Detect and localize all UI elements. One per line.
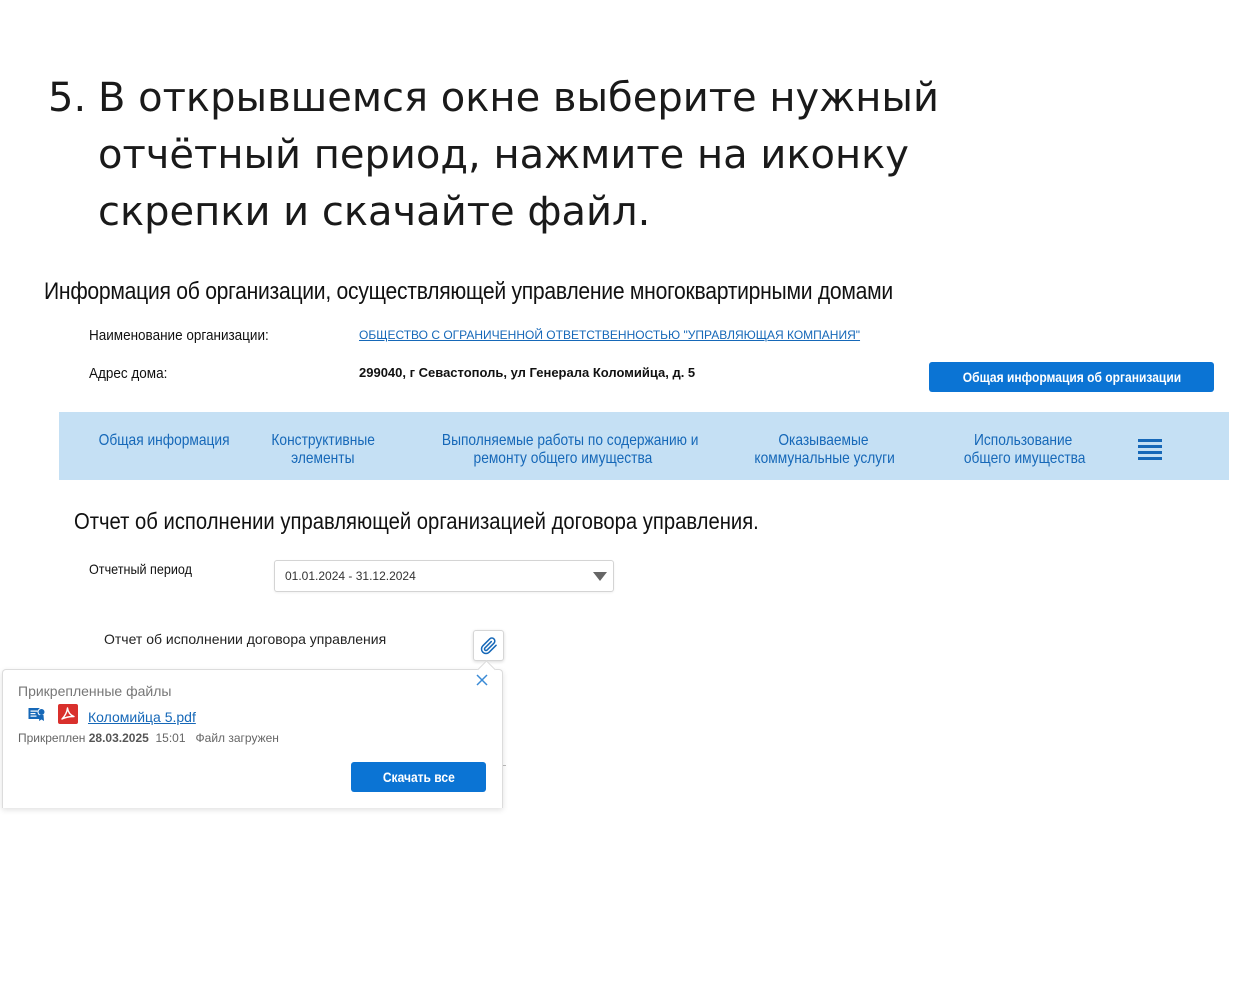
period-select-value: 01.01.2024 - 31.12.2024 xyxy=(285,569,416,583)
tab-label: ремонту общего имущества xyxy=(473,450,653,467)
report-title: Отчет об исполнении управляющей организацией договора управления. xyxy=(74,508,759,534)
pdf-file-icon[interactable] xyxy=(58,704,78,724)
close-icon[interactable] xyxy=(475,673,489,687)
popup-title: Прикрепленные файлы xyxy=(18,683,172,699)
tab-structural-elements[interactable] xyxy=(259,432,387,468)
tab-label: Оказываемые xyxy=(777,432,869,449)
org-section-title: Информация об организации, осуществляющей управление многоквартирными домами xyxy=(44,278,893,305)
file-download-link[interactable]: Коломийца 5.pdf xyxy=(88,709,196,725)
address-label: Адрес дома: xyxy=(89,365,168,382)
address-value: 299040, г Севастополь, ул Генерала Коломийца, д. 5 xyxy=(359,365,696,380)
tab-label: Общая информация xyxy=(98,432,230,449)
tab-label: общего имущества xyxy=(963,450,1086,467)
tab-label: Использование xyxy=(973,432,1073,449)
period-select[interactable] xyxy=(274,560,614,592)
attached-label: Прикреплен xyxy=(18,731,86,745)
document-label: Отчет об исполнении договора управления xyxy=(104,631,387,647)
tab-utility-services[interactable] xyxy=(743,432,903,468)
instruction-heading xyxy=(48,70,968,241)
signature-certificate-icon[interactable] xyxy=(28,706,46,722)
instruction-number: 5. xyxy=(48,75,87,121)
period-label: Отчетный период xyxy=(89,561,193,577)
tab-common-property[interactable] xyxy=(954,432,1092,468)
download-all-button-label: Скачать все xyxy=(382,769,455,785)
org-name-label: Наименование организации: xyxy=(89,327,269,344)
tab-maintenance-works[interactable] xyxy=(421,432,705,468)
paperclip-icon xyxy=(480,637,498,655)
attached-time: 15:01 xyxy=(155,731,186,745)
hamburger-menu-icon[interactable] xyxy=(1138,439,1162,461)
download-all-button[interactable] xyxy=(351,762,486,792)
tab-label: Выполняемые работы по содержанию и xyxy=(441,432,699,449)
tab-general-info[interactable] xyxy=(88,432,230,450)
attached-files-popup xyxy=(2,669,503,808)
attached-date: 28.03.2025 xyxy=(88,731,149,745)
org-name-link[interactable]: ОБЩЕСТВО С ОГРАНИЧЕННОЙ ОТВЕТСТВЕННОСТЬЮ "УПРАВЛЯЮЩАЯ КОМПАНИЯ" xyxy=(359,328,861,342)
section-tab-bar xyxy=(59,412,1229,480)
instruction-text: В открывшемся окне выберите нужный отчётный период, нажмите на иконку скрепки и скачайте файл. xyxy=(98,75,939,235)
tab-label: Конструктивные xyxy=(271,432,375,449)
general-info-button-label: Общая информация об организации xyxy=(962,369,1181,385)
attach-button[interactable] xyxy=(473,630,504,661)
tab-label: коммунальные услуги xyxy=(754,450,895,467)
chevron-down-icon xyxy=(593,572,607,581)
file-status: Файл загружен xyxy=(195,731,279,745)
tab-label: элементы xyxy=(291,450,355,467)
general-info-button[interactable] xyxy=(929,362,1214,392)
file-meta xyxy=(18,731,279,745)
